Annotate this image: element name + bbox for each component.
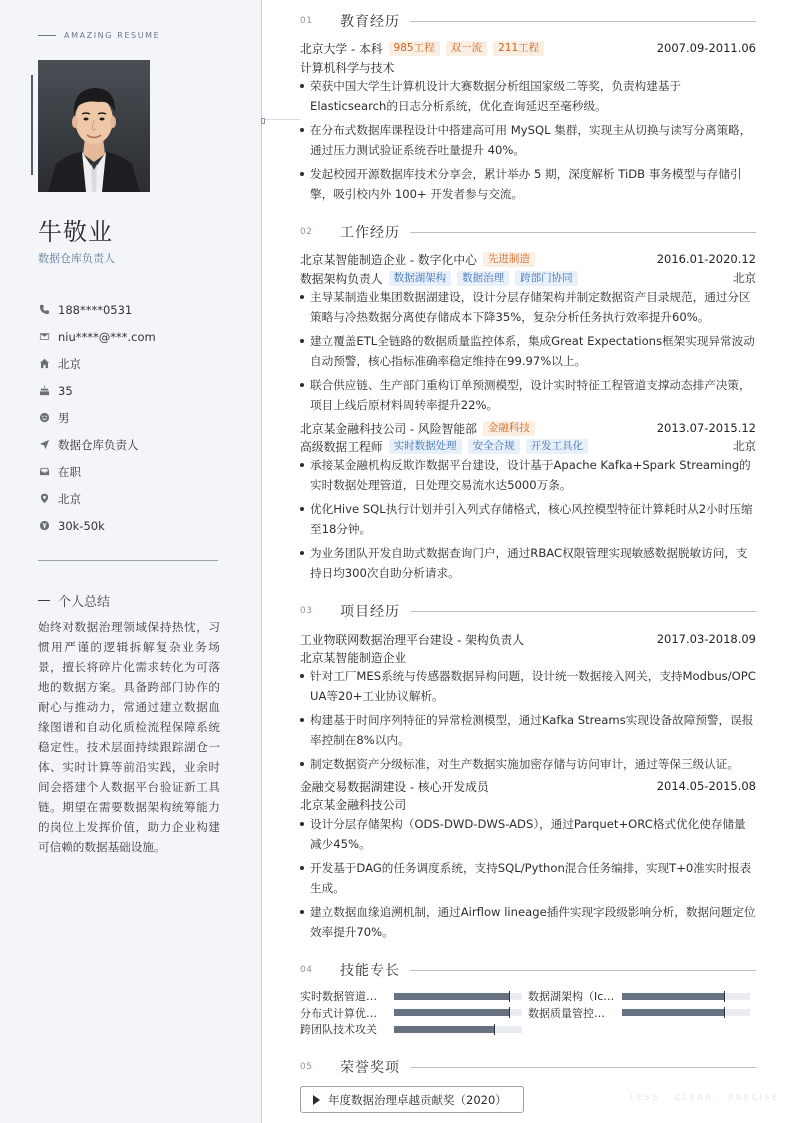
list-item: 荣获中国大学生计算机设计大赛数据分析组国家级二等奖，负责构建基于Elasticsearch的日志分析系统，优化查询延迟至毫秒级。 <box>300 76 756 116</box>
job-role: 高级数据工程师 <box>300 439 383 454</box>
school-name: 北京大学 - 本科 <box>300 41 383 56</box>
project-1-bullets <box>300 666 756 778</box>
mail-icon <box>38 331 50 343</box>
cake-icon <box>38 385 50 397</box>
section-education-heading <box>300 11 756 31</box>
skill-level-marker <box>724 1007 725 1018</box>
work-1-role-row <box>300 269 756 287</box>
skill-level-fill <box>622 1009 724 1016</box>
skill-name: 跨团队技术攻关 <box>300 1023 377 1037</box>
section-rule <box>410 232 756 233</box>
section-number: 02 <box>300 227 313 237</box>
company-name: 北京某金融科技公司 - 风险智能部 <box>300 421 477 436</box>
home-icon <box>38 358 50 370</box>
section-title: 工作经历 <box>340 225 400 241</box>
section-number: 04 <box>300 965 313 975</box>
skill-name: 分布式计算优… <box>300 1006 377 1020</box>
send-icon <box>38 439 50 451</box>
work-location: 北京 <box>733 439 756 453</box>
section-title: 项目经历 <box>340 604 400 620</box>
age-text: 35 <box>58 383 73 398</box>
list-item: 开发基于DAG的任务调度系统，支持SQL/Python混合任务编排，实现T+0准实时报表生成。 <box>300 858 756 898</box>
skill-level-marker <box>509 991 510 1002</box>
list-item: 建立数据血缘追溯机制，通过Airflow lineage插件实现字段级影响分析，数据问题定位效率提升70%。 <box>300 902 756 942</box>
skill-name: 数据湖架构（Ic… <box>528 990 615 1004</box>
info-email <box>38 323 238 350</box>
list-item: 承接某金融机构反欺诈数据平台建设，设计基于Apache Kafka+Spark Streaming的实时数据处理管道，日处理交易流水达5000万条。 <box>300 455 756 495</box>
section-number: 01 <box>300 16 313 26</box>
project-date: 2017.03-2018.09 <box>656 632 756 646</box>
role-tag: 安全合规 <box>468 439 520 454</box>
section-skills-heading <box>300 960 756 980</box>
info-gender <box>38 404 238 431</box>
info-phone <box>38 296 238 323</box>
inbox-icon <box>38 466 50 478</box>
section-projects-heading <box>300 601 756 621</box>
skill-item <box>528 1005 756 1021</box>
summary-paragraph: 始终对数据治理领域保持热忱，习惯用严谨的逻辑拆解复杂业务场景，擅长将碎片化需求转化为可落地的数据方案。具备跨部门协作的耐心与推动力，常通过建立数据血缘图谱和自动化质检流程保障系统稳定性。技术层面持续跟踪湖仓一体、实时计算等前沿实践，业余时间会搭建个人数据平台验证新工具链。期望在需要数据架构统筹能力的岗位上发挥价值，助力企业构建可信赖的数据基础设施。 <box>38 620 220 854</box>
work-2-header-row <box>300 419 756 437</box>
list-item: 主导某制造业集团数据湖建设，设计分层存储架构并制定数据资产目录规范，通过分区策略与冷热数据分离使存储成本下降35%，复杂分析任务执行效率提升60%。 <box>300 287 756 327</box>
project-org: 北京某智能制造企业 <box>300 650 407 665</box>
sidebar-divider <box>38 560 218 561</box>
skill-row <box>300 1005 756 1022</box>
education-bullets <box>300 76 756 208</box>
education-header-row <box>300 39 756 57</box>
section-title: 教育经历 <box>340 14 400 30</box>
skill-name: 实时数据管道… <box>300 990 377 1004</box>
list-item: 制定数据资产分级标准，对生产数据实施加密存储与访问审计，通过等保三级认证。 <box>300 754 756 774</box>
work-date: 2013.07-2015.12 <box>656 421 756 435</box>
info-target-city <box>38 485 238 512</box>
work-location: 北京 <box>733 271 756 285</box>
skill-level-bar <box>394 1009 522 1016</box>
skill-level-fill <box>622 993 724 1000</box>
honor-item[interactable] <box>300 1086 524 1113</box>
education-date: 2007.09-2011.06 <box>656 41 756 55</box>
work-2-bullets <box>300 455 756 587</box>
brand <box>38 31 160 40</box>
skill-level-bar <box>622 993 750 1000</box>
list-item: 建立覆盖ETL全链路的数据质量监控体系，集成Great Expectations框架实现异常波动自动预警，核心指标准确率稳定维持在99.97%以上。 <box>300 331 756 371</box>
city-text: 北京 <box>58 356 81 371</box>
work-1-bullets <box>300 287 756 419</box>
section-rule <box>410 21 756 22</box>
role-tag: 开发工具化 <box>526 439 589 454</box>
role-tag: 跨部门协同 <box>515 271 578 286</box>
project-2-bullets <box>300 814 756 946</box>
section-rule <box>410 1067 756 1068</box>
salary-text: 30k-50k <box>58 518 105 533</box>
skill-name: 数据质量管控… <box>528 1006 605 1020</box>
section-number: 03 <box>300 606 313 616</box>
edge-rule <box>262 119 300 120</box>
target-city-text: 北京 <box>58 491 81 506</box>
footer-motto: LESS · CLEAR · PRECISE <box>630 1093 780 1102</box>
money-icon <box>38 520 50 532</box>
section-honors-heading <box>300 1057 756 1077</box>
project-date: 2014.05-2015.08 <box>656 779 756 793</box>
play-triangle-icon <box>313 1095 320 1105</box>
skill-row <box>300 1021 756 1038</box>
section-number: 05 <box>300 1062 313 1072</box>
skill-level-bar <box>622 1009 750 1016</box>
work-2-role-row <box>300 437 756 455</box>
phone-text: 188****0531 <box>58 302 133 317</box>
role-tag: 实时数据处理 <box>389 439 462 454</box>
summary-heading <box>38 591 110 610</box>
info-target-role <box>38 431 238 458</box>
brand-label: AMAZING RESUME <box>64 31 161 40</box>
project-1-org-row <box>300 648 756 666</box>
company-name: 北京某智能制造企业 - 数字化中心 <box>300 252 477 267</box>
project-name: 工业物联网数据治理平台建设 - 架构负责人 <box>300 632 525 647</box>
status-text: 在职 <box>58 464 81 479</box>
candidate-title: 数据仓库负责人 <box>38 252 115 265</box>
list-item: 发起校园开源数据库技术分享会，累计举办 5 期，深度解析 TiDB 事务模型与存储引擎，吸引校内外 100+ 开发者参与交流。 <box>300 164 756 204</box>
section-rule <box>410 970 756 971</box>
brand-divider <box>38 35 56 36</box>
skill-level-marker <box>494 1024 495 1035</box>
work-date: 2016.01-2020.12 <box>656 252 756 266</box>
education-major-row <box>300 58 756 76</box>
section-rule <box>410 611 756 612</box>
skill-row <box>300 988 756 1005</box>
skill-item <box>300 1021 530 1037</box>
summary-heading-dash <box>38 600 50 601</box>
sidebar <box>0 0 262 1123</box>
school-tag: 双一流 <box>446 41 488 56</box>
profile-photo <box>38 60 150 192</box>
project-org: 北京某金融科技公司 <box>300 797 407 812</box>
info-status <box>38 458 238 485</box>
skill-item <box>300 1005 528 1021</box>
portrait-illustration <box>38 60 150 192</box>
list-item: 针对工厂MES系统与传感器数据异构问题，设计统一数据接入网关，支持Modbus/OPC UA等20+工业协议解析。 <box>300 666 756 706</box>
info-salary <box>38 512 238 539</box>
summary-heading-text: 个人总结 <box>58 595 111 610</box>
phone-icon <box>38 304 50 316</box>
honor-text: 年度数据治理卓越贡献奖（2020） <box>328 1092 507 1107</box>
gender-text: 男 <box>58 410 70 425</box>
major: 计算机科学与技术 <box>300 60 395 75</box>
school-tag: 985工程 <box>389 41 440 56</box>
project-2-org-row <box>300 795 756 813</box>
work-1-header-row <box>300 250 756 268</box>
section-title: 技能专长 <box>340 963 400 979</box>
skills-grid <box>300 988 756 1038</box>
edge-marker <box>261 118 265 124</box>
project-1-header-row <box>300 630 756 648</box>
school-tag: 211工程 <box>493 41 544 56</box>
list-item: 构建基于时间序列特征的异常检测模型，通过Kafka Streams实现设备故障预警，误报率控制在8%以内。 <box>300 710 756 750</box>
skill-item <box>528 988 756 1004</box>
list-item: 在分布式数据库课程设计中搭建高可用 MySQL 集群，实现主从切换与读写分离策略，通过压力测试验证系统吞吐量提升 40%。 <box>300 120 756 160</box>
job-role: 数据架构负责人 <box>300 271 383 286</box>
skill-level-fill <box>394 1026 494 1033</box>
skill-level-fill <box>394 1009 509 1016</box>
list-item: 优化Hive SQL执行计划并引入列式存储格式，核心风控模型特征计算耗时从2小时压缩至18分钟。 <box>300 499 756 539</box>
contact-info-list <box>38 296 238 539</box>
role-tag: 数据湖架构 <box>389 271 452 286</box>
section-work-heading <box>300 222 756 242</box>
skill-level-fill <box>394 993 509 1000</box>
list-item: 设计分层存储架构（ODS-DWD-DWS-ADS），通过Parquet+ORC格式优化使存储量减少45%。 <box>300 814 756 854</box>
location-pin-icon <box>38 493 50 505</box>
skill-level-marker <box>724 991 725 1002</box>
skill-level-bar <box>394 1026 522 1033</box>
skill-level-bar <box>394 993 522 1000</box>
industry-tag: 金融科技 <box>483 421 535 436</box>
project-2-header-row <box>300 777 756 795</box>
info-city <box>38 350 238 377</box>
list-item: 为业务团队开发自助式数据查询门户，通过RBAC权限管理实现敏感数据脱敏访问，支持日均300次自助分析请求。 <box>300 543 756 583</box>
photo-accent-bar <box>31 75 33 175</box>
email-text: niu****@***.com <box>58 329 156 344</box>
skill-level-marker <box>509 1007 510 1018</box>
project-name: 金融交易数据湖建设 - 核心开发成员 <box>300 779 489 794</box>
skill-item <box>300 988 528 1004</box>
info-age <box>38 377 238 404</box>
smile-icon <box>38 412 50 424</box>
candidate-name: 牛敬业 <box>38 218 113 246</box>
list-item: 联合供应链、生产部门重构订单预测模型，设计实时特征工程管道支撑动态排产决策，项目上线后原材料周转率提升22%。 <box>300 375 756 415</box>
section-title: 荣誉奖项 <box>340 1060 400 1076</box>
target-role-text: 数据仓库负责人 <box>58 437 139 452</box>
industry-tag: 先进制造 <box>483 252 535 267</box>
role-tag: 数据治理 <box>457 271 509 286</box>
